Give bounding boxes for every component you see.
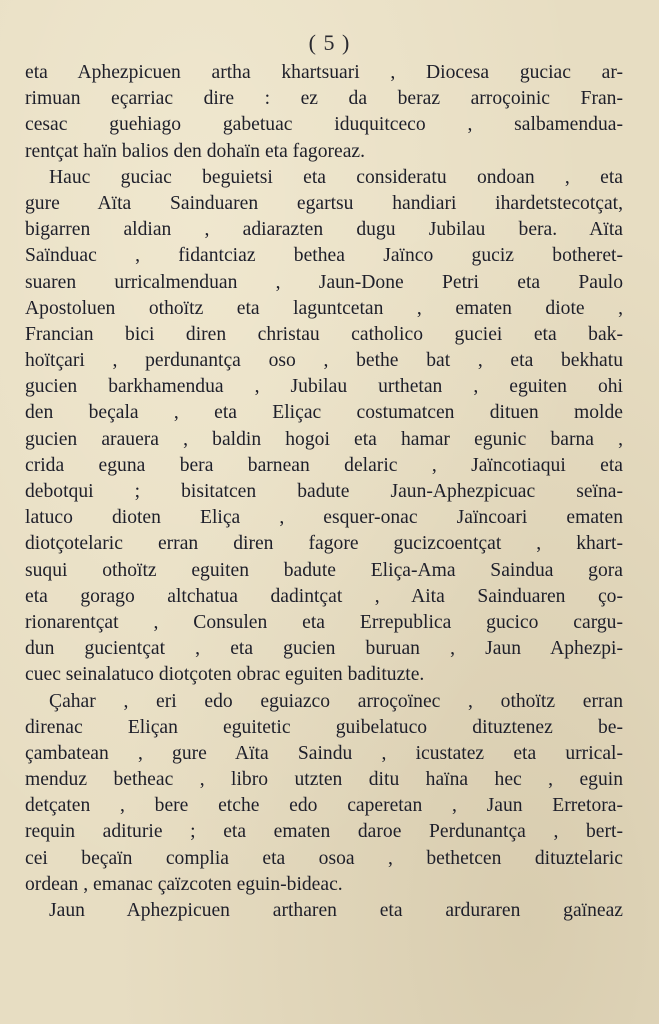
text-line: requin aditurie ; eta ematen daroe Perdunantça , bert- [25,821,623,843]
text-line: suaren urricalmenduan , Jaun-Done Petri eta Paulo [25,271,623,293]
text-line: Francian bici diren christau catholico guciei eta bak- [25,323,623,345]
text-line: eta gorago altchatua dadintçat , Aita Sainduaren ço- [25,585,623,607]
text-line: rimuan eçarriac dire : ez da beraz arroçoinic Fran- [25,88,623,110]
text-line: Saïnduac , fidantciaz bethea Jaïnco guciz botheret- [25,245,623,267]
text-line: eta Aphezpicuen artha khartsuari , Diocesa guciac ar- [25,62,623,83]
page-number: ( 5 ) [308,30,351,55]
text-line: detçaten , bere etche edo caperetan , Jaun Erretora- [25,795,623,817]
text-line: gure Aïta Sainduaren egartsu handiari ihardetstecotçat, [25,192,623,214]
text-line: ordean , emanac çaïzcoten eguin-bideac. [25,873,343,895]
text-line: menduz betheac , libro utzten ditu haïna hec , eguin [25,769,623,791]
text-line: hoïtçari , perdunantça oso , bethe bat , eta bekhatu [25,350,623,372]
text-line: den beçala , eta Eliçac costumatcen dituen molde [25,402,623,424]
text-line: Hauc guciac beguietsi eta consideratu ondoan , eta [49,166,623,188]
text-line: dun gucientçat , eta gucien buruan , Jaun Aphezpi- [25,638,623,660]
text-line: rentçat haïn balios den dohaïn eta fagoreaz. [25,140,366,162]
body-text [25,60,623,924]
text-line: gucien arauera , baldin hogoi eta hamar egunic barna , [25,428,623,450]
text-line: Çahar , eri edo eguiazco arroçoïnec , othoïtz erran [49,690,623,712]
text-line: cesac guehiago gabetuac iduquitceco , salbamendua- [25,114,623,136]
text-line: cei beçaïn complia eta osoa , bethetcen dituztelaric [25,847,623,869]
text-line: çambatean , gure Aïta Saindu , icustatez eta urrical- [25,742,623,764]
text-line: direnac Eliçan eguitetic guibelatuco dituztenez be- [25,716,623,738]
text-line: gucien barkhamendua , Jubilau urthetan , eguiten ohi [25,376,623,398]
text-line: suqui othoïtz eguiten badute Eliça-Ama Saindua gora [25,559,623,581]
text-line: diotçotelaric erran diren fagore gucizcoentçat , khart- [25,533,623,555]
text-line: Apostoluen othoïtz eta laguntcetan , ematen diote , [25,297,623,319]
text-line: crida eguna bera barnean delaric , Jaïncotiaqui eta [25,454,623,476]
text-line: cuec seinalatuco diotçoten obrac eguiten badituzte. [25,664,425,686]
text-line: debotqui ; bisitatcen badute Jaun-Aphezpicuac seïna- [25,481,623,502]
text-line: bigarren aldian , adiarazten dugu Jubilau bera. Aïta [25,219,623,241]
text-line: Jaun Aphezpicuen artharen eta arduraren gaïneaz [49,900,623,921]
text-line: latuco dioten Eliça , esquer-onac Jaïncoari ematen [25,507,623,529]
text-line: rionarentçat , Consulen eta Errepublica gucico cargu- [25,611,623,633]
